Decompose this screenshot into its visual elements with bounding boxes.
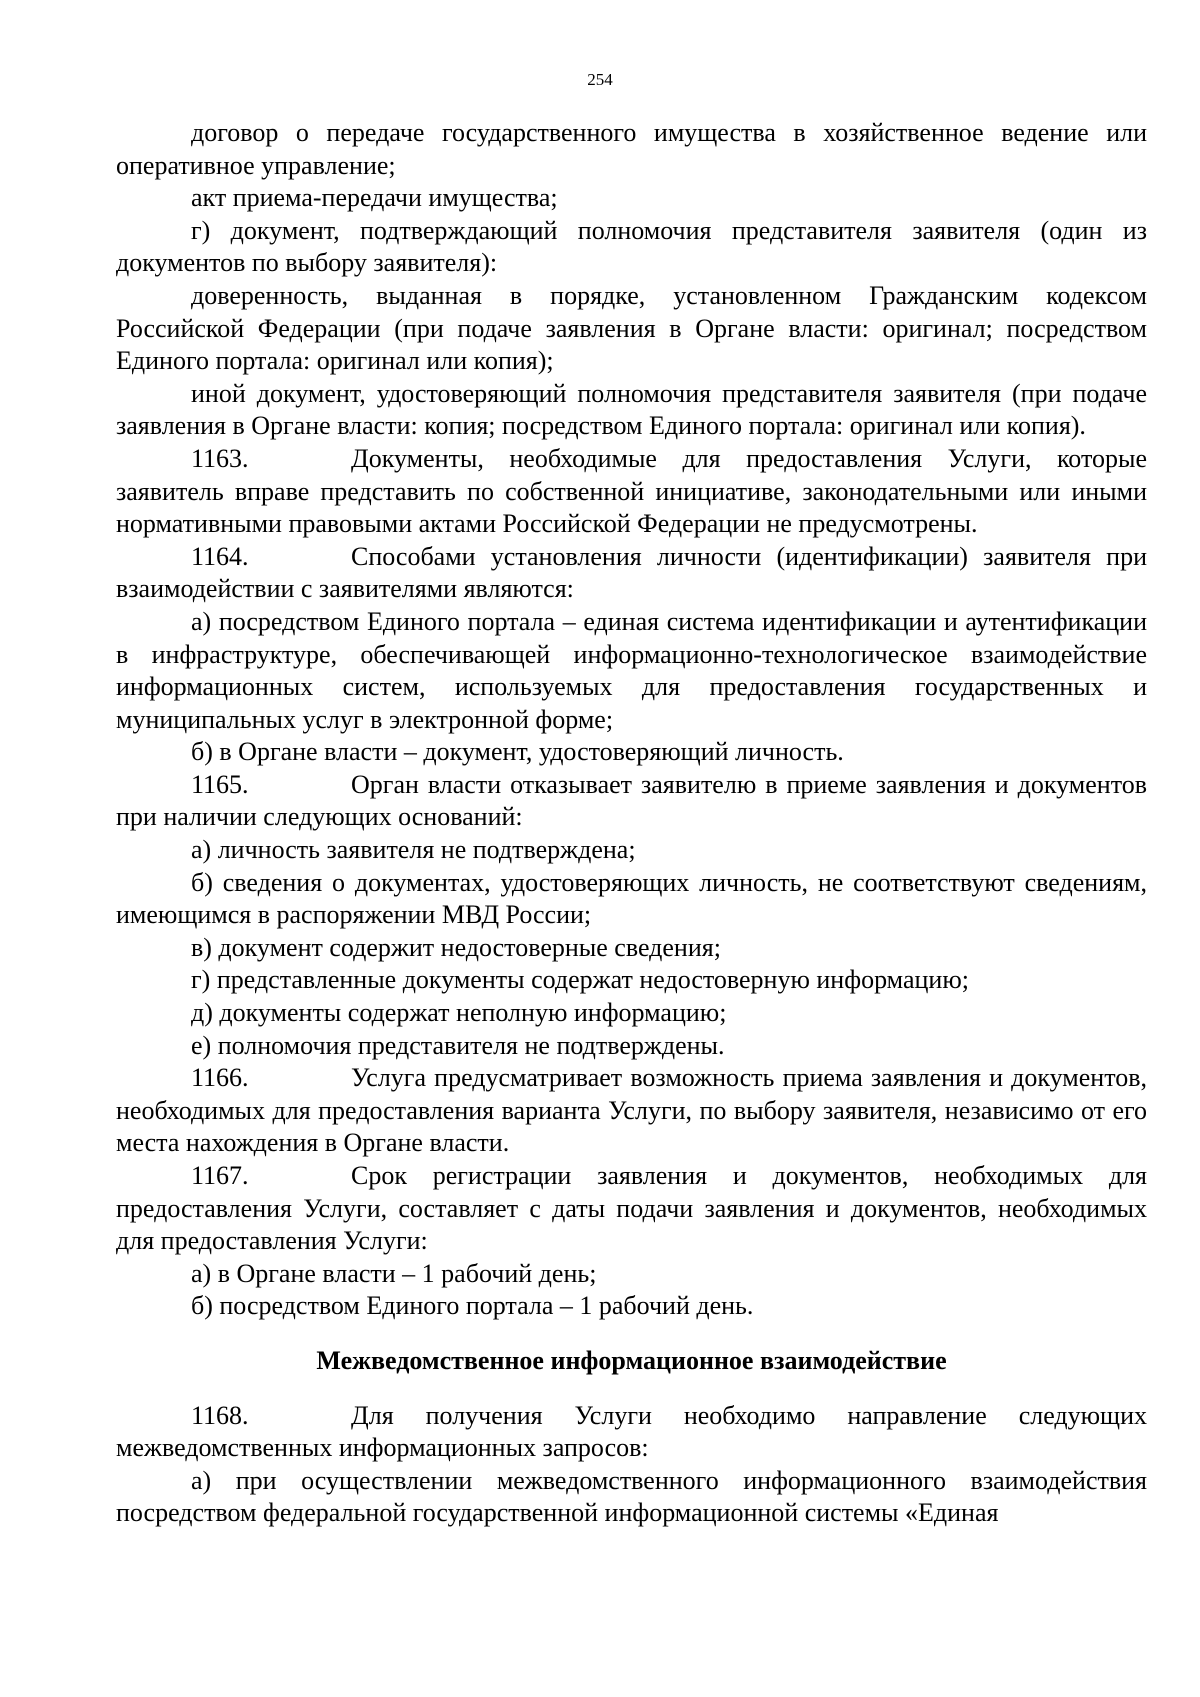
paragraph: а) в Органе власти – 1 рабочий день; [191, 1258, 597, 1288]
page-number: 254 [587, 70, 613, 89]
paragraph: договор о передаче государственного имущества в хозяйственное ведение или оперативное управление; [116, 118, 1147, 180]
paragraph-number: 1165. [191, 769, 249, 799]
paragraph-number: 1167. [191, 1161, 249, 1190]
numbered-paragraph [116, 1160, 1147, 1258]
paragraph-number: 1166. [191, 1063, 249, 1093]
paragraph: г) представленные документы содержат недостоверную информацию; [191, 965, 969, 995]
paragraph: г) документ, подтверждающий полномочия представителя заявителя (один из документов по выбору заявителя): [116, 215, 1147, 278]
paragraphs-after-heading [116, 1400, 1147, 1530]
paragraphs-before-heading [116, 117, 1147, 1323]
paragraph: акт приема-передачи имущества; [191, 183, 558, 213]
paragraph: а) при осуществлении межведомственного информационного взаимодействия посредством федеральной государственной информационной системы «Единая [116, 1465, 1147, 1528]
paragraph: б) посредством Единого портала – 1 рабочий день. [191, 1291, 754, 1321]
numbered-paragraph [116, 769, 1147, 834]
paragraph-text: Документы, необходимые для предоставления Услуги, которые заявитель вправе представить по собственной инициативе, законодательными или иными нормативными правовыми актами Российской Федерации не предусмотрены. [116, 443, 1147, 539]
paragraph: а) личность заявителя не подтверждена; [191, 835, 636, 865]
numbered-paragraph [116, 1400, 1147, 1465]
paragraph: а) посредством Единого портала – единая система идентификации и аутентификации в инфраструктуре, обеспечивающей информационно-технологическое взаимодействие информационных систем, используемых для предоставления государственных и муниципальных услуг в электронной форме; [116, 606, 1147, 734]
paragraph: д) документы содержат неполную информацию; [191, 998, 727, 1028]
paragraph: б) сведения о документах, удостоверяющих личность, не соответствуют сведениям, имеющимся в распоряжении МВД России; [116, 867, 1147, 930]
numbered-paragraph [116, 541, 1147, 606]
paragraph: иной документ, удостоверяющий полномочия представителя заявителя (при подаче заявления в Органе власти: копия; посредством Единого портала: оригинал или копия). [116, 378, 1147, 441]
numbered-paragraph [116, 1062, 1147, 1160]
section-heading: Межведомственное информационное взаимодействие [316, 1345, 947, 1375]
document-body [116, 117, 1147, 1530]
paragraph-text: Срок регистрации заявления и документов, необходимых для предоставления Услуги, составляет с даты подачи заявления и документов, необходимых для предоставления Услуги: [116, 1161, 1147, 1256]
paragraph: е) полномочия представителя не подтверждены. [191, 1030, 725, 1060]
paragraph-text: Орган власти отказывает заявителю в приеме заявления и документов при наличии следующих оснований: [116, 769, 1147, 832]
paragraph-number: 1168. [191, 1400, 249, 1430]
paragraph: доверенность, выданная в порядке, установленном Гражданским кодексом Российской Федерации (при подаче заявления в Органе власти: оригинал; посредством Единого портала: оригинал или копия); [116, 280, 1147, 376]
paragraph-number: 1163. [191, 443, 249, 473]
paragraph-text: Способами установления личности (идентификации) заявителя при взаимодействии с заявителями являются: [116, 541, 1147, 604]
paragraph-number: 1164. [191, 541, 249, 571]
paragraph: б) в Органе власти – документ, удостоверяющий личность. [191, 737, 844, 767]
paragraph: в) документ содержит недостоверные сведения; [191, 932, 721, 962]
paragraph-text: Услуга предусматривает возможность приема заявления и документов, необходимых для предоставления варианта Услуги, по выбору заявителя, независимо от его места нахождения в Органе власти. [116, 1063, 1147, 1158]
paragraph-text: Для получения Услуги необходимо направление следующих межведомственных информационных запросов: [116, 1400, 1147, 1463]
numbered-paragraph [116, 443, 1147, 541]
